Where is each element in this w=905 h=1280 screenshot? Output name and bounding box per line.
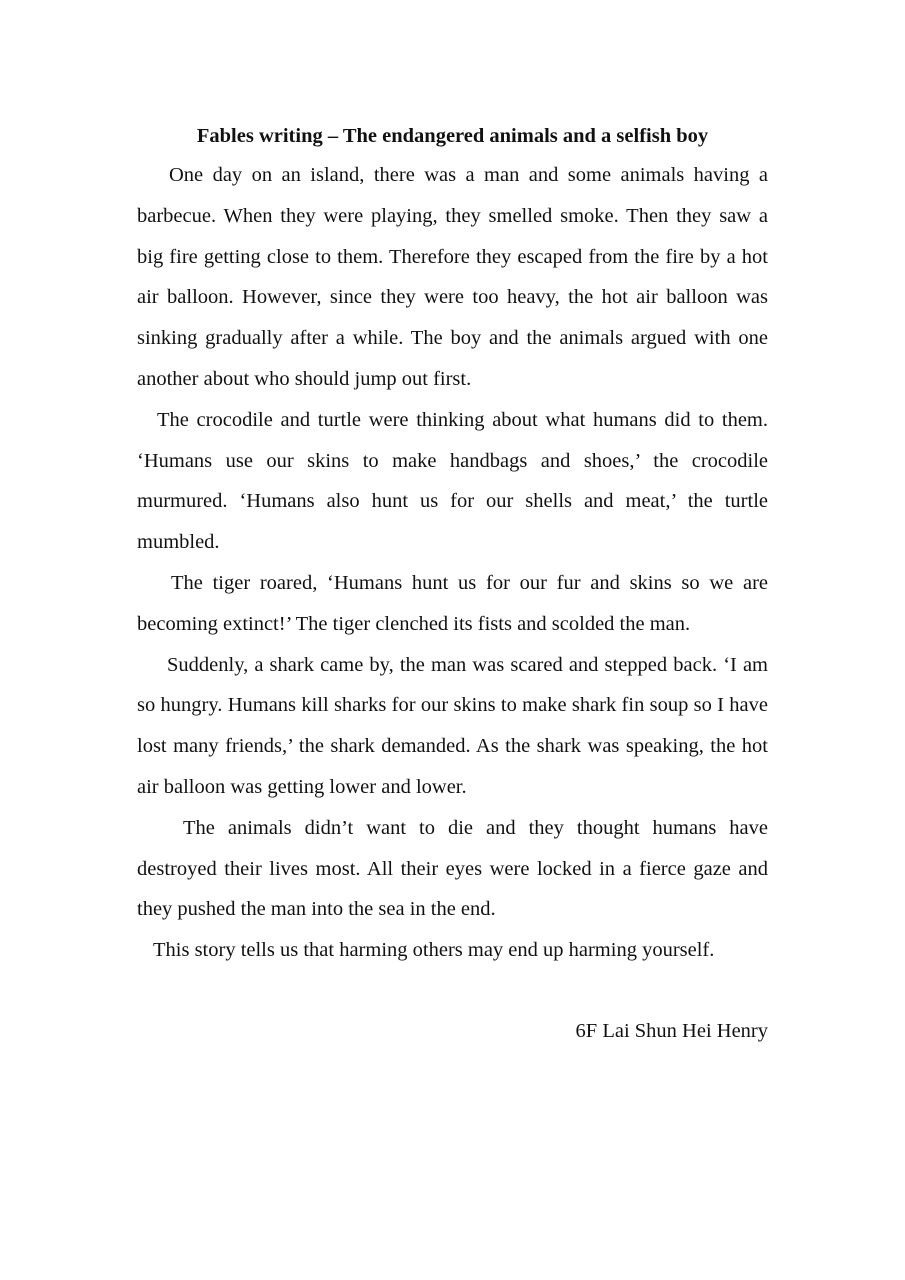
moral-paragraph: This story tells us that harming others may end up harming yourself. (153, 939, 715, 962)
paragraph-4: Suddenly, a shark came by, the man was scared and stepped back. ‘I am so hungry. Humans kill sharks for our skins to make shark fin soup so I have lost many friends,’ the shark demanded. As the shark was speaking, the hot air balloon was getting lower and lower. (137, 653, 768, 798)
paragraph-1: One day on an island, there was a man and some animals having a barbecue. When they were playing, they smelled smoke. Then they saw a big fire getting close to them. Therefore they escaped from the fire by a hot air balloon. However, since they were too heavy, the hot air balloon was sinking gradually after a while. The boy and the animals argued with one another about who should jump out first. (137, 164, 768, 390)
author-signature: 6F Lai Shun Hei Henry (575, 1019, 768, 1042)
paragraph-2: The crocodile and turtle were thinking about what humans did to them. ‘Humans use our skins to make handbags and shoes,’ the crocodile murmured. ‘Humans also hunt us for our shells and meat,’ the turtle mumbled. (137, 408, 768, 554)
paragraph-5: The animals didn’t want to die and they thought humans have destroyed their lives most. All their eyes were locked in a fierce gaze and they pushed the man into the sea in the end. (137, 816, 768, 921)
document-title: Fables writing – The endangered animals and a selfish boy (196, 125, 709, 147)
paragraph-3: The tiger roared, ‘Humans hunt us for our fur and skins so we are becoming extinct!’ The tiger clenched its fists and scolded the man. (137, 571, 768, 635)
document-body (137, 118, 768, 1052)
